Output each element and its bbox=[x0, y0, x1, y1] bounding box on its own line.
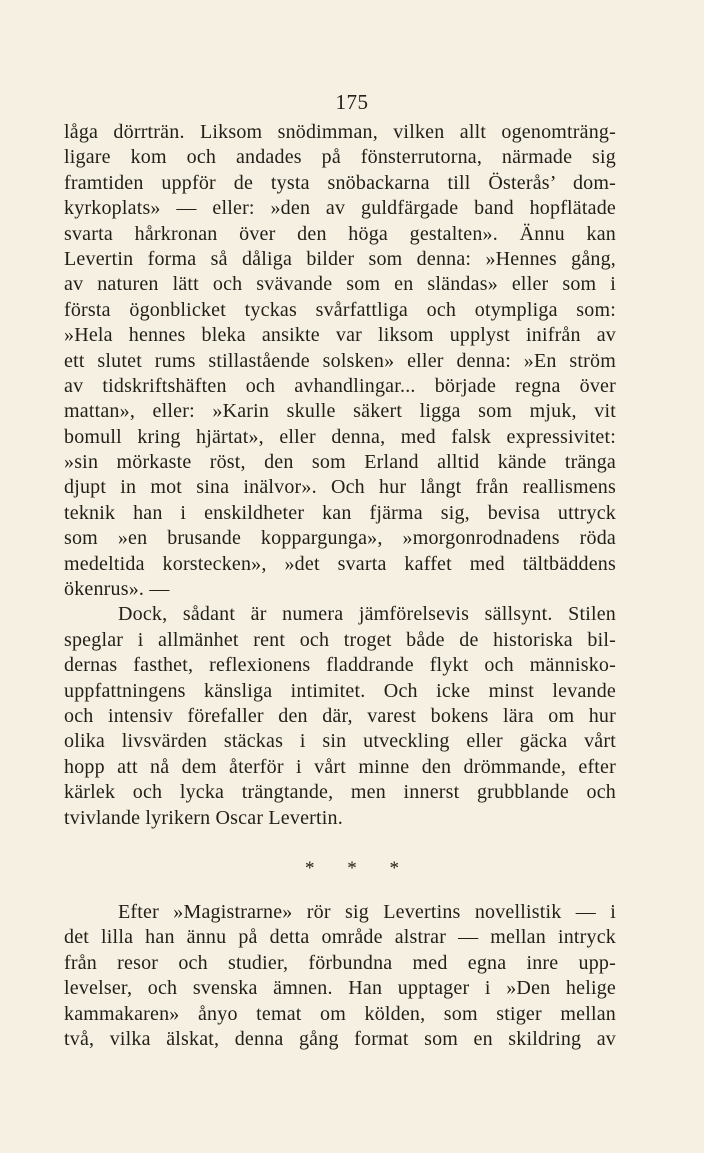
text-line: svarta hårkronan över den höga gestalten». Ännu kan bbox=[64, 222, 616, 245]
section-text-block bbox=[64, 900, 616, 1052]
text-line: »sin mörkaste röst, den som Erland alltid kände tränga bbox=[64, 451, 616, 474]
text-line: olika livsvärden stäckas i sin utveckling eller gäcka vårt bbox=[64, 730, 616, 753]
text-line: kärlek och lycka trängtande, men innerst grubblande och bbox=[64, 781, 616, 804]
text-line: Dock, sådant är numera jämförelsevis sällsynt. Stilen bbox=[118, 603, 616, 626]
text-line: Efter »Magistrarne» rör sig Levertins novellistik — i bbox=[118, 901, 616, 923]
section-separator: * * * bbox=[305, 858, 399, 879]
text-line: ett slutet rums stillastående solsken» eller denna: »En ström bbox=[64, 349, 616, 372]
text-line: kyrkoplats» — eller: »den av guldfärgade band hopflätade bbox=[64, 197, 616, 220]
text-line: speglar i allmänhet rent och troget både de historiska bil- bbox=[64, 628, 616, 651]
text-line: bomull kring hjärtat», eller denna, med falsk expressivitet: bbox=[64, 425, 616, 448]
text-line: tvivlande lyrikern Oscar Levertin. bbox=[64, 806, 343, 829]
text-line: av tidskriftshäften och avhandlingar... började regna över bbox=[64, 374, 616, 397]
text-line: dernas fasthet, reflexionens fladdrande flykt och människo- bbox=[64, 654, 616, 677]
text-line: hopp att nå dem återför i vårt minne den drömmande, efter bbox=[64, 755, 616, 778]
text-line: låga dörrträn. Liksom snödimman, vilken allt ogenomträng- bbox=[64, 121, 616, 143]
text-line: framtiden uppför de tysta snöbackarna till Österås’ dom- bbox=[64, 171, 616, 194]
paragraph-stilen bbox=[64, 602, 616, 831]
text-line: av naturen lätt och svävande som en sländas» eller som i bbox=[64, 273, 616, 296]
text-line: uppfattningens känsliga intimitet. Och icke minst levande bbox=[64, 679, 616, 702]
text-line: teknik han i enskildheter kan fjärma sig, bevisa uttryck bbox=[64, 501, 616, 524]
main-text-block bbox=[64, 120, 616, 831]
paragraph-continuation bbox=[64, 120, 616, 602]
text-line: ligare kom och andades på fönsterrutorna, närmade sig bbox=[64, 146, 616, 169]
page-number: 175 bbox=[335, 90, 369, 114]
text-line: kammakaren» ånyo temat om kölden, som stiger mellan bbox=[64, 1002, 616, 1025]
text-line: levelser, och svenska ämnen. Han upptager i »Den helige bbox=[64, 977, 616, 1000]
text-line: från resor och studier, förbundna med egna inre upp- bbox=[64, 951, 616, 974]
text-line: djupt in mot sina inälvor». Och hur långt från reallismens bbox=[64, 476, 616, 499]
text-line: som »en brusande koppargunga», »morgonrodnadens röda bbox=[64, 527, 616, 550]
paragraph-novellistik bbox=[64, 900, 616, 1052]
text-line: »Hela hennes bleka ansikte var liksom upplyst inifrån av bbox=[64, 324, 616, 347]
text-line: medeltida korstecken», »det svarta kaffet med tältbäddens bbox=[64, 552, 616, 575]
text-line: första ögonblicket tyckas svårfattliga och otympliga som: bbox=[64, 298, 616, 321]
text-line: mattan», eller: »Karin skulle säkert ligga som mjuk, vit bbox=[64, 400, 616, 423]
text-line: två, vilka älskat, denna gång format som en skildring av bbox=[64, 1027, 616, 1050]
text-line: det lilla han ännu på detta område alstrar — mellan intryck bbox=[64, 926, 616, 949]
text-line: ökenrus». — bbox=[64, 578, 170, 601]
text-line: Levertin forma så dåliga bilder som denna: »Hennes gång, bbox=[64, 247, 616, 270]
text-line: och intensiv förefaller den där, varest bokens lära om hur bbox=[64, 704, 616, 727]
